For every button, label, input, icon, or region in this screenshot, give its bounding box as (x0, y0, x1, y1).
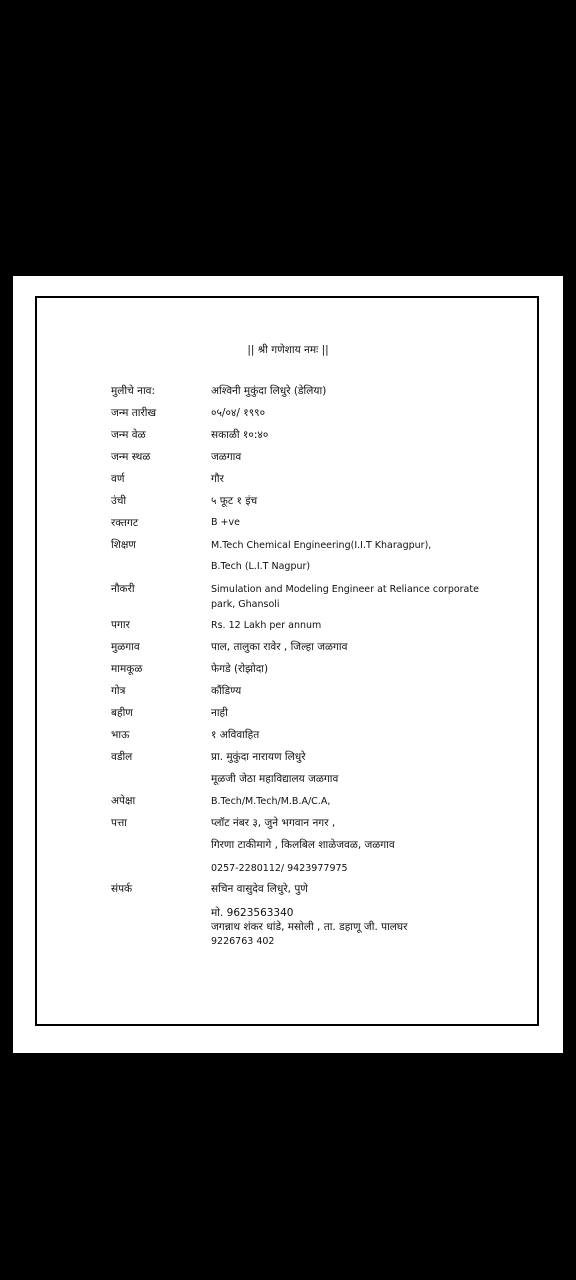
value-expectation: B.Tech/M.Tech/M.B.A/C.A, (211, 796, 331, 807)
label-name: मुलीचे नाव: (111, 385, 156, 397)
value-salary: Rs. 12 Lakh per annum (211, 620, 322, 631)
value-complexion: गौर (211, 473, 224, 485)
label-brother: भाऊ (111, 729, 130, 741)
value-address-phone: 0257-2280112/ 9423977975 (211, 863, 348, 874)
label-gotra: गोत्र (111, 685, 126, 697)
value-birth-time: सकाळी १०:४० (211, 429, 269, 441)
label-birth-place: जन्म स्थळ (111, 451, 151, 463)
value-address-1: प्लॉट नंबर ३, जुने भगवान नगर , (211, 817, 336, 829)
value-sister: नाही (211, 707, 228, 719)
label-birth-date: जन्म तारीख (111, 407, 157, 419)
label-maternal-family: मामकूळ (111, 663, 143, 675)
value-height: ५ फूट १ इंच (211, 495, 258, 507)
value-contact-mobile: मो. 9623563340 (211, 907, 294, 919)
label-sister: बहीण (111, 707, 133, 719)
label-native-place: मुळगाव (111, 641, 140, 653)
value-name: अश्विनी मुकुंदा लिधुरे (डेलिया) (211, 385, 327, 397)
value-brother: १ अविवाहित (211, 729, 260, 741)
label-contact: संपर्क (111, 883, 133, 895)
value-contact-2-phone: 9226763 402 (211, 936, 275, 947)
value-gotra: कौंडिण्य (211, 685, 242, 697)
label-address: पत्ता (111, 817, 127, 829)
value-contact-name: सचिन वासुदेव लिधुरे, पुणे (211, 883, 308, 895)
label-job: नौकरी (111, 583, 135, 595)
label-salary: पगार (111, 619, 130, 631)
label-complexion: वर्ण (111, 473, 125, 485)
value-native-place: पाल, तालुका रावेर , जिल्हा जळगाव (211, 641, 348, 653)
value-job: Simulation and Modeling Engineer at Reliance corporate park, Ghansoli (211, 584, 479, 610)
value-education-2: B.Tech (L.I.T Nagpur) (211, 561, 311, 572)
label-education: शिक्षण (111, 539, 136, 551)
value-father: प्रा. मुकुंदा नारायण लिधुरे (211, 751, 306, 763)
value-contact-2: जगन्नाथ शंकर धांडे, मसोली , ता. डहाणू जी. पालघर (211, 921, 408, 933)
value-birth-place: जळगाव (211, 451, 242, 463)
label-expectation: अपेक्षा (111, 795, 136, 807)
value-maternal-family: फेगडे (रोझोदा) (211, 663, 269, 675)
value-birth-date: ०५/०४/ १९९० (211, 407, 266, 419)
biodata-page (13, 276, 563, 1053)
page-heading: || श्री गणेशाय नमः || (247, 344, 329, 356)
label-blood-group: रक्तगट (111, 517, 139, 529)
label-father: वडील (111, 751, 133, 763)
value-blood-group: B +ve (211, 517, 240, 528)
label-birth-time: जन्म वेळ (111, 429, 146, 441)
value-address-2: गिरणा टाकीमागे , किलबिल शाळेजवळ, जळगाव (211, 839, 395, 851)
value-education-1: M.Tech Chemical Engineering(I.I.T Kharagpur), (211, 540, 432, 551)
value-father-workplace: मूळजी जेठा महाविद्यालय जळगाव (211, 773, 339, 785)
label-height: उंची (111, 495, 127, 507)
